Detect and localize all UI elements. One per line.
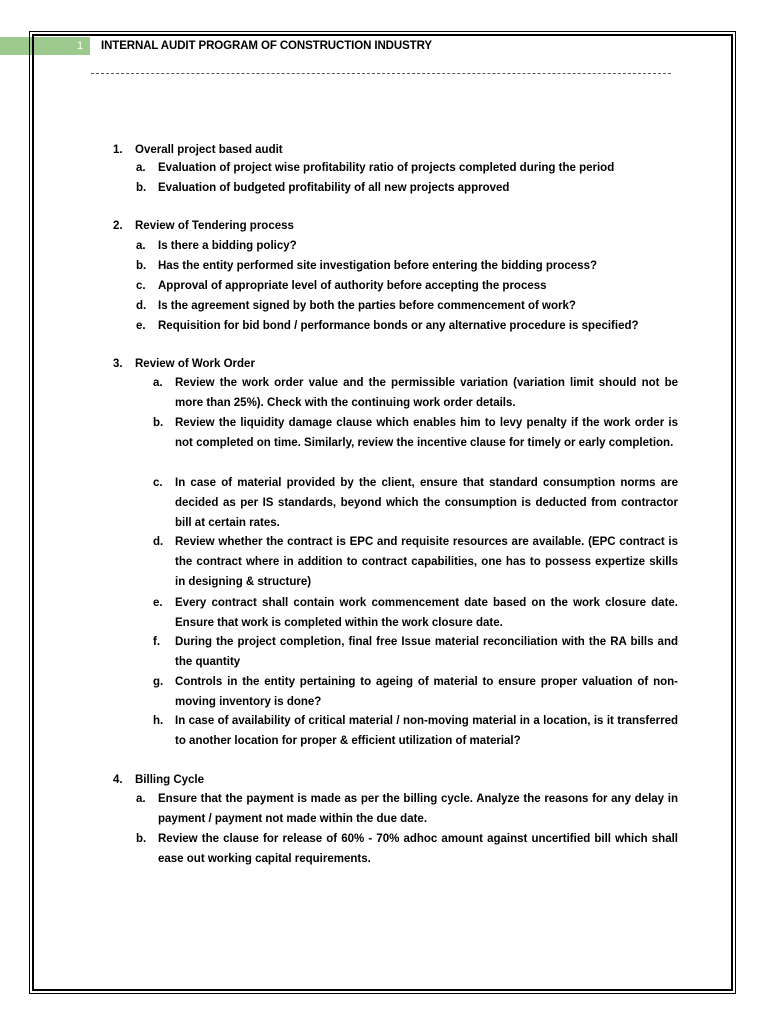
item-text: Review the clause for release of 60% - 70% adhoc amount against uncertified bill which shall ease out working capital requirements. — [158, 833, 678, 865]
item-text: Ensure that the payment is made as per the billing cycle. Analyze the reasons for any delay in payment / payment not made within the due date. — [158, 793, 678, 825]
list-item — [136, 296, 576, 316]
section-number: 1. — [113, 144, 123, 156]
item-text: Review the work order value and the permissible variation (variation limit should not be more than 25%). Check with the continuing work order details. — [175, 377, 678, 409]
item-text: In case of material provided by the client, ensure that standard consumption norms are decided as per IS standards, beyond which the consumption is deducted from contractor bill at certain rates. — [175, 477, 678, 529]
list-item — [153, 473, 678, 529]
item-text: Evaluation of budgeted profitability of all new projects approved — [158, 182, 510, 194]
item-letter: c. — [136, 280, 146, 292]
header-divider — [91, 73, 671, 74]
section-title: Review of Work Order — [135, 358, 255, 370]
item-letter: a. — [136, 240, 146, 252]
list-item — [136, 236, 297, 256]
item-text: Controls in the entity pertaining to ageing of material to ensure proper valuation of non-moving inventory is done? — [175, 676, 678, 708]
item-letter: b. — [153, 417, 164, 429]
item-letter: g. — [153, 676, 164, 688]
section-number: 2. — [113, 220, 123, 232]
list-item — [153, 632, 678, 668]
item-letter: e. — [153, 597, 163, 609]
list-item — [136, 789, 678, 825]
item-letter: a. — [136, 793, 146, 805]
item-letter: h. — [153, 715, 164, 727]
list-item — [136, 276, 547, 296]
section-number: 4. — [113, 774, 123, 786]
list-item — [136, 316, 639, 336]
item-letter: f. — [153, 636, 161, 648]
list-item — [136, 158, 615, 178]
item-letter: d. — [153, 536, 164, 548]
section-number: 3. — [113, 358, 123, 370]
item-text: Review whether the contract is EPC and requisite resources are available. (EPC contract is the contract where in addition to contract capabilities, one has to possess expertize skills in designing & structure) — [175, 536, 678, 588]
header-title: INTERNAL AUDIT PROGRAM OF CONSTRUCTION INDUSTRY — [101, 40, 432, 52]
page-number: 1 — [76, 40, 84, 52]
list-item — [153, 373, 678, 409]
item-text: Is there a bidding policy? — [158, 240, 297, 252]
list-item — [136, 178, 510, 198]
list-item — [153, 593, 678, 629]
list-item — [153, 532, 678, 588]
item-letter: c. — [153, 477, 163, 489]
section-title: Billing Cycle — [135, 774, 205, 786]
section-heading — [113, 770, 205, 790]
item-letter: a. — [153, 377, 163, 389]
item-letter: b. — [136, 833, 147, 845]
item-letter: d. — [136, 300, 147, 312]
item-letter: b. — [136, 260, 147, 272]
item-text: Has the entity performed site investigation before entering the bidding process? — [158, 260, 597, 272]
section-heading — [113, 216, 294, 236]
section-title: Review of Tendering process — [135, 220, 294, 232]
item-text: Requisition for bid bond / performance bonds or any alternative procedure is specified? — [158, 320, 639, 332]
item-text: Approval of appropriate level of authority before accepting the process — [158, 280, 547, 292]
item-text: Every contract shall contain work commencement date based on the work closure date. Ensure that work is completed within the work closure date. — [175, 597, 678, 629]
item-letter: a. — [136, 162, 146, 174]
item-text: During the project completion, final free Issue material reconciliation with the RA bills and the quantity — [175, 636, 678, 668]
section-heading — [113, 140, 283, 160]
item-text: Is the agreement signed by both the parties before commencement of work? — [158, 300, 576, 312]
list-item — [153, 413, 678, 449]
item-text: Evaluation of project wise profitability ratio of projects completed during the period — [158, 162, 615, 174]
item-text: Review the liquidity damage clause which enables him to levy penalty if the work order is not completed on time. Similarly, review the incentive clause for timely or early completion. — [175, 417, 678, 449]
list-item — [136, 256, 597, 276]
item-letter: e. — [136, 320, 146, 332]
list-item — [136, 829, 678, 865]
section-title: Overall project based audit — [135, 144, 283, 156]
item-text: In case of availability of critical material / non-moving material in a location, is it transferred to another location for proper & efficient utilization of material? — [175, 715, 678, 747]
item-letter: b. — [136, 182, 147, 194]
section-heading — [113, 354, 255, 374]
list-item — [153, 711, 678, 747]
list-item — [153, 672, 678, 708]
